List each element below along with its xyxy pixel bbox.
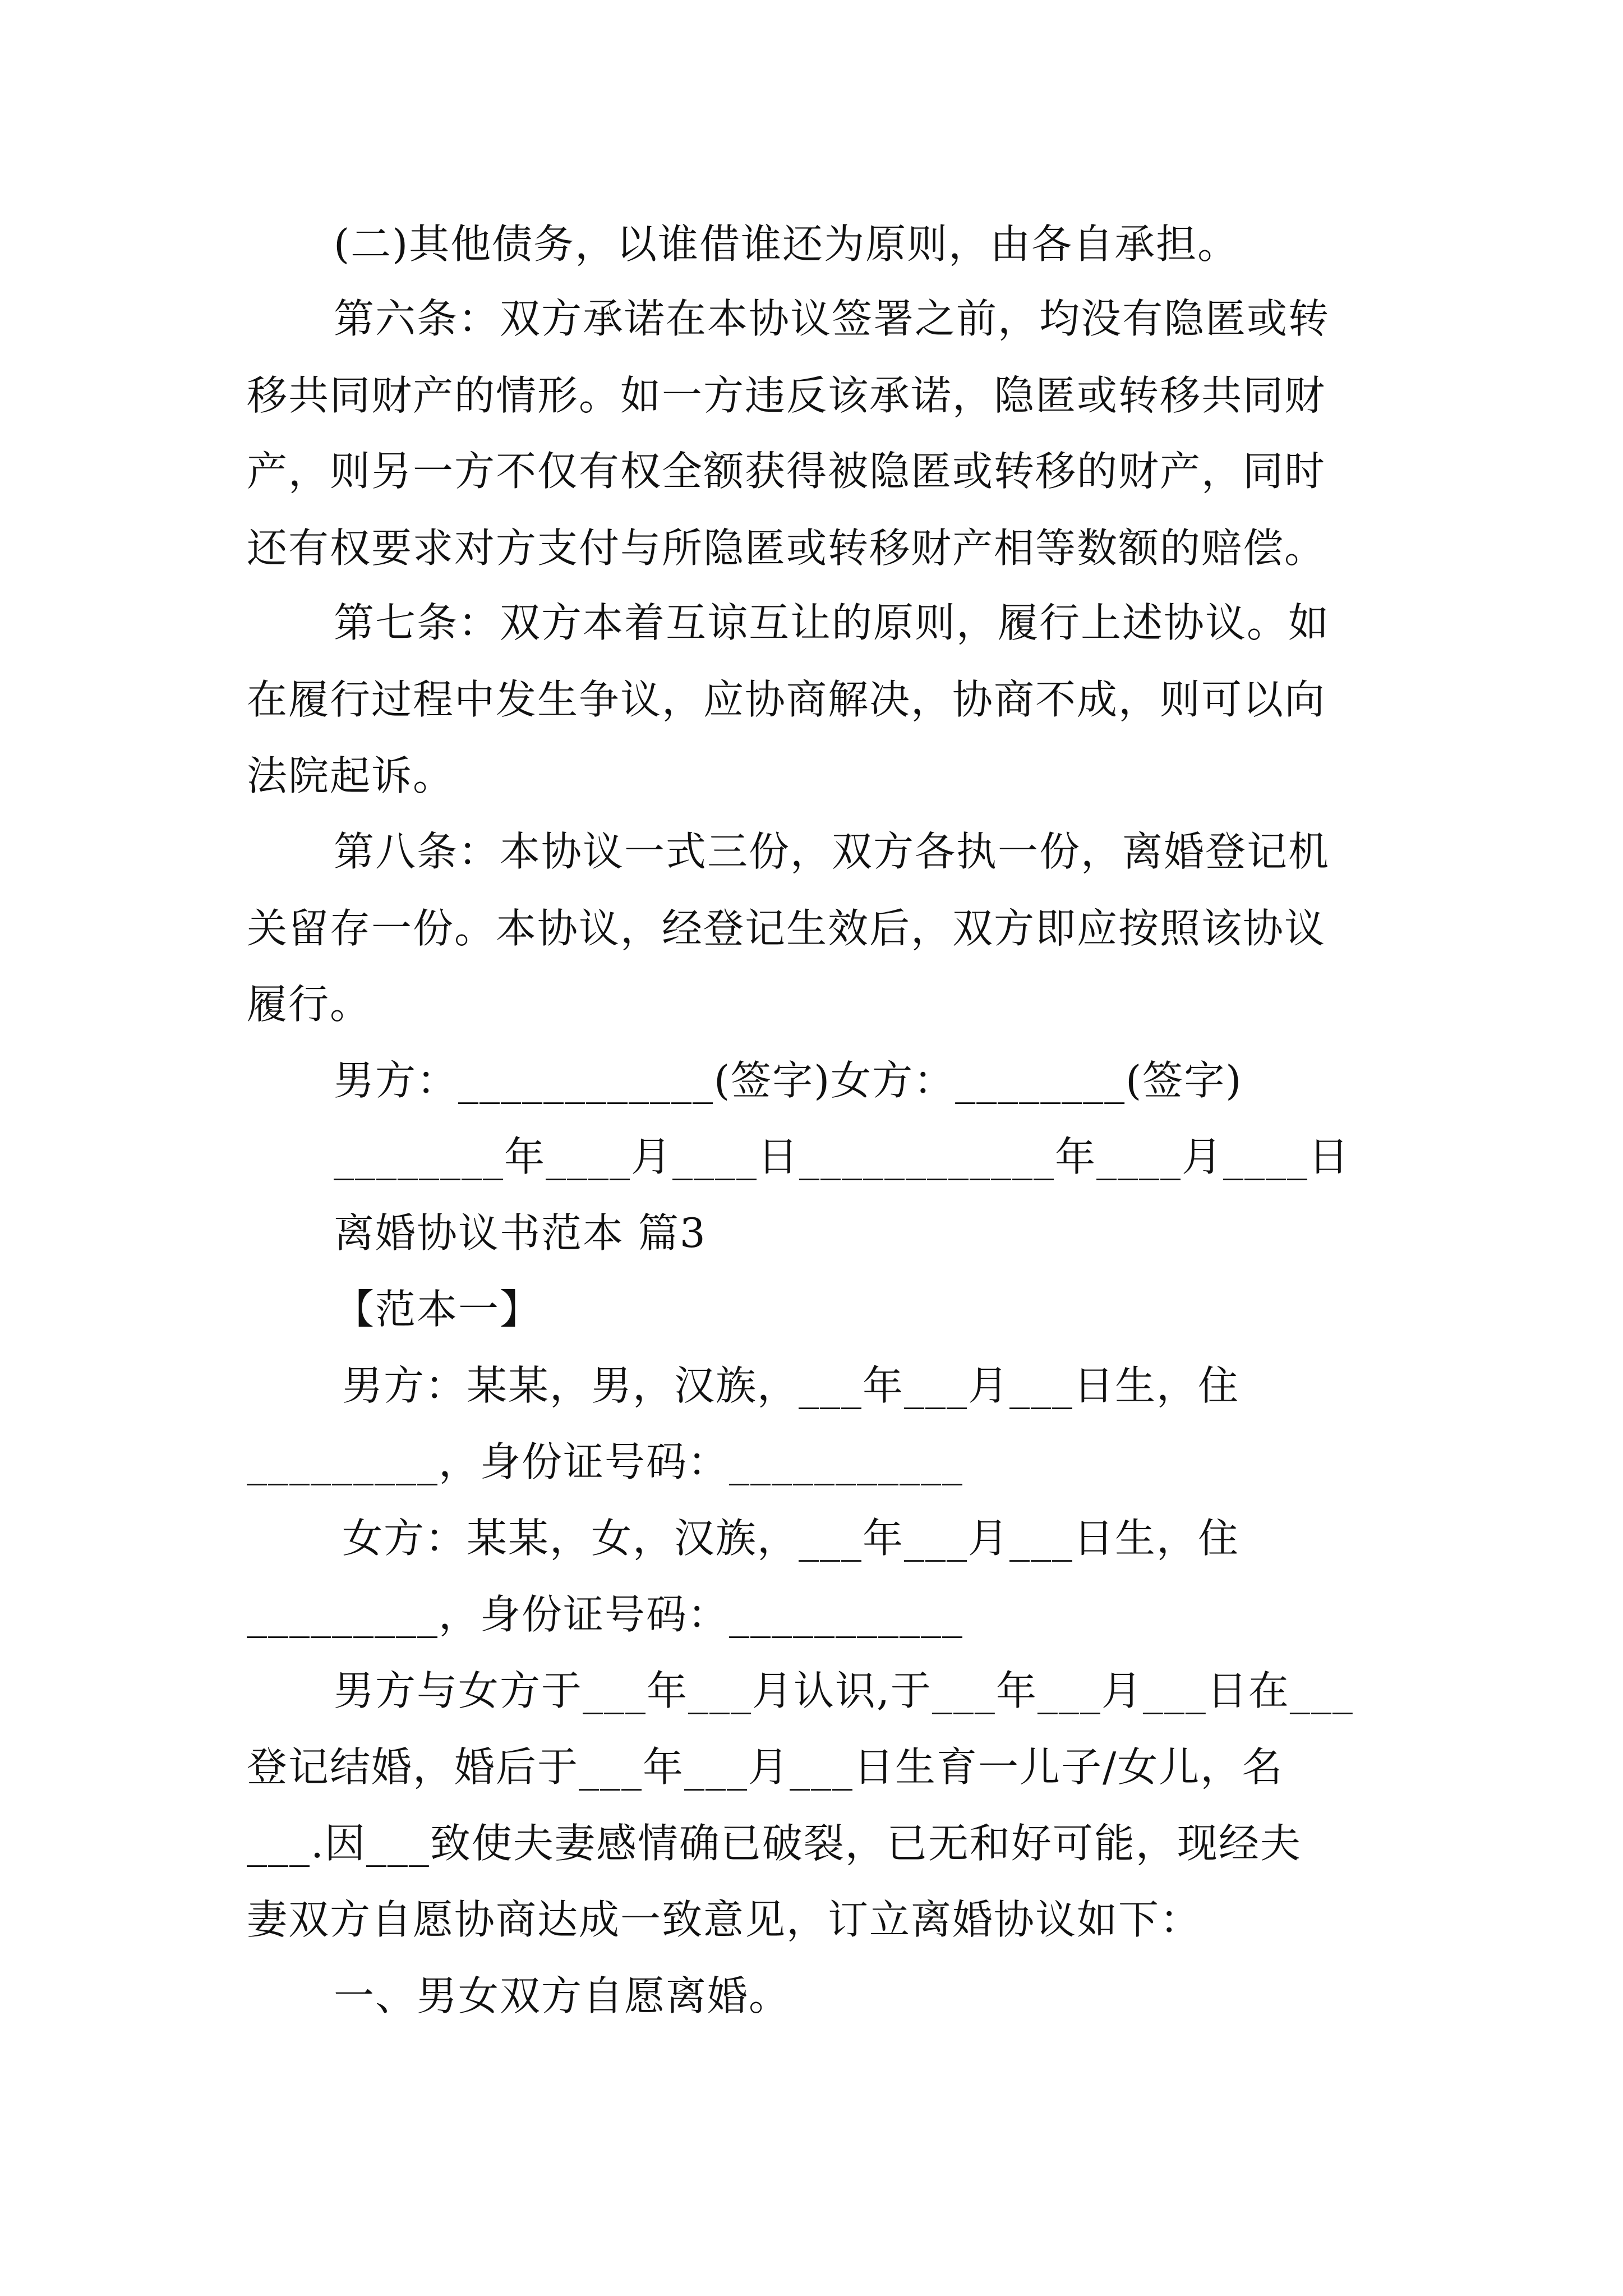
line-article-6-c: 产，则另一方不仅有权全额获得被隐匿或转移的财产，同时 [247, 448, 1326, 495]
marriage-para-b: 登记结婚，婚后于___年___月___日生育一儿子/女儿，名 [247, 1743, 1284, 1791]
date-line: ________年____月____日____________年____月____日 [334, 1133, 1350, 1180]
line-article-6-b: 移共同财产的情形。如一方违反该承诺，隐匿或转移共同财 [247, 372, 1326, 419]
female-party-id-line: _________，身份证号码：___________ [247, 1591, 964, 1638]
line-article-6-d: 还有权要求对方支付与所隐匿或转移财产相等数额的赔偿。 [247, 524, 1326, 572]
line-article-8-b: 关留存一份。本协议，经登记生效后，双方即应按照该协议 [247, 905, 1326, 952]
line-article-8-c: 履行。 [247, 981, 372, 1028]
signature-line: 男方：____________(签字)女方：________(签字) [334, 1057, 1243, 1104]
line-debt-other: (二)其他债务，以谁借谁还为原则，由各自承担。 [334, 220, 1239, 268]
marriage-para-a: 男方与女方于___年___月认识,于___年___月___日在___ [334, 1667, 1354, 1714]
line-article-7-b: 在履行过程中发生争议，应协商解决，协商不成，则可以向 [247, 676, 1326, 723]
section-title: 离婚协议书范本 篇3 [334, 1209, 707, 1257]
male-party-line: 男方：某某，男，汉族，___年___月___日生，住 [342, 1362, 1240, 1409]
line-article-7-c: 法院起诉。 [247, 752, 455, 799]
marriage-para-d: 妻双方自愿协商达成一致意见，订立离婚协议如下： [247, 1896, 1202, 1943]
female-party-line: 女方：某某，女，汉族，___年___月___日生，住 [342, 1515, 1240, 1562]
marriage-para-c: ___.因___致使夫妻感情确已破裂，已无和好可能，现经夫 [247, 1820, 1302, 1867]
line-article-6-a: 第六条：双方承诺在本协议签署之前，均没有隐匿或转 [334, 295, 1330, 342]
male-party-id-line: _________，身份证号码：___________ [247, 1438, 964, 1485]
clause-1: 一、男女双方自愿离婚。 [334, 1972, 791, 2019]
template-heading: 【范本一】 [334, 1286, 542, 1333]
line-article-8-a: 第八条：本协议一式三份，双方各执一份，离婚登记机 [334, 828, 1330, 875]
line-article-7-a: 第七条：双方本着互谅互让的原则，履行上述协议。如 [334, 599, 1330, 646]
